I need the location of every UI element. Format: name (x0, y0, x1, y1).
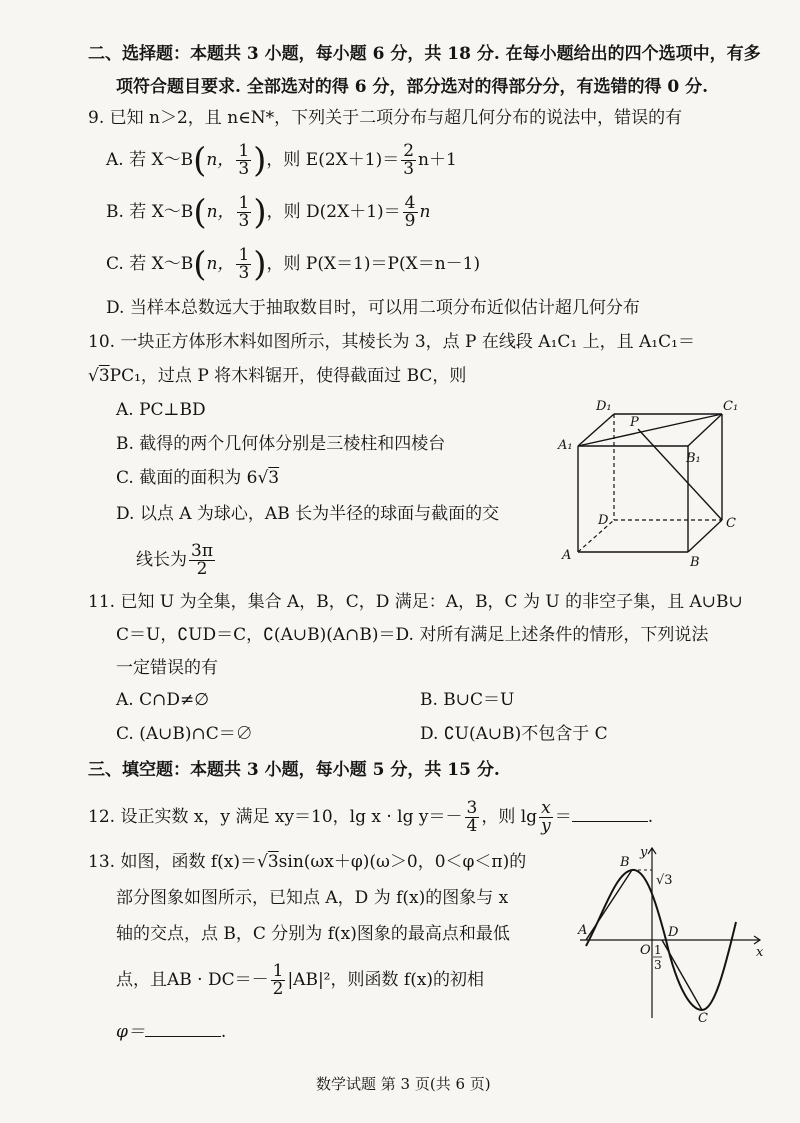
q9-a-frac2 (401, 143, 416, 178)
q9-option-b (106, 192, 430, 232)
q12-line (88, 797, 653, 837)
q13-line3: 轴的交点，点 B，C 分别为 f(x)图象的最高点和最低 (116, 924, 510, 944)
segment-p-c (638, 429, 722, 520)
q13-line2: 部分图象如图所示，已知点 A，D 为 f(x)的图象与 x (116, 888, 509, 908)
label-a: A (562, 548, 572, 563)
q10-line1: 10. 一块正方体形木料如图所示，其棱长为 3，点 P 在线段 A₁C₁ 上，且 A₁C₁＝ (88, 332, 695, 352)
paren-left: ( (193, 192, 207, 233)
sqrt-radicand: 3 (268, 468, 280, 488)
q10-line2-text: PC₁，过点 P 将木料锯开，使得截面过 BC，则 (109, 366, 467, 386)
frac-num: x (539, 800, 553, 818)
sine-graph-figure (574, 842, 770, 1022)
frac-num: 1 (238, 193, 250, 213)
hidden-edge-a-d (578, 520, 614, 552)
q9-b-n: n， (206, 202, 235, 222)
q10-option-a: A. PC⊥BD (116, 400, 206, 420)
q12-answer-blank[interactable] (572, 803, 648, 822)
label-b: B (620, 855, 630, 870)
q12-period: . (647, 807, 654, 827)
frac-den: 3 (238, 159, 250, 179)
q13-line4 (116, 960, 484, 1000)
label-p: P (630, 415, 639, 430)
edge-b-c (688, 520, 722, 552)
q13-line4-post: |AB|²，则函数 f(x)的初相 (287, 970, 485, 990)
q12-frac1 (465, 800, 480, 835)
q11-option-d: D. ∁U(A∪B)不包含于 C (420, 724, 608, 744)
q9-b-frac2 (403, 195, 418, 230)
frac-den: 3 (238, 211, 250, 231)
q12-mid: ，则 lg (481, 807, 538, 827)
q10-line2: √3PC₁，过点 P 将木料锯开，使得截面过 BC，则 (88, 366, 467, 386)
label-y: y (640, 845, 648, 860)
q10-d2-text: 线长为 (136, 550, 187, 570)
frac-num: 1 (238, 141, 250, 161)
q13-line1-post: sin(ωx＋φ)(ω＞0，0＜φ＜π)的 (278, 852, 527, 872)
q12-equals: ＝ (554, 807, 572, 827)
q9-c-n: n， (206, 254, 235, 274)
frac-den: 3 (403, 159, 415, 179)
q12-prefix: 12. 设正实数 x，y 满足 xy＝10，lg x · lg y＝－ (88, 807, 463, 827)
q9-b-mid: ，则 D(2X＋1)＝ (266, 202, 401, 222)
label-d: D (598, 513, 609, 528)
q10-option-c: C. 截面的面积为 6√3 (116, 468, 280, 488)
q10-c-text: C. 截面的面积为 6 (116, 468, 258, 488)
frac-num: 2 (403, 141, 415, 161)
q9-stem: 9. 已知 n＞2，且 n∈N*，下列关于二项分布与超几何分布的说法中，错误的有 (88, 108, 683, 128)
edge-a1-d1 (578, 414, 614, 446)
label-b1: B₁ (686, 451, 701, 466)
q13-phi: φ＝ (116, 1022, 145, 1042)
sqrt-radicand: 3 (267, 852, 279, 872)
q13-line5 (116, 1018, 226, 1044)
edge-b1-c1 (688, 414, 722, 446)
label-x: x (756, 945, 764, 960)
label-c: C (698, 1011, 708, 1022)
q10-option-b: B. 截得的两个几何体分别是三棱柱和四棱台 (116, 434, 446, 454)
frac-den: 2 (196, 559, 208, 579)
frac-num: 4 (404, 193, 416, 213)
label-sqrt3: √3 (656, 873, 673, 888)
section2-line1: 二、选择题：本题共 3 小题，每小题 6 分，共 18 分. 在每小题给出的四个选项中，有多 (88, 44, 761, 64)
q13-answer-blank[interactable] (145, 1018, 221, 1037)
q9-option-c (106, 244, 480, 284)
q9-b-prefix: B. 若 X～B (106, 202, 194, 222)
frac-num: 3 (466, 798, 478, 818)
q9-a-mid: ，则 E(2X＋1)＝ (266, 150, 400, 170)
q13-period: . (220, 1022, 227, 1042)
frac-den: 2 (272, 979, 284, 999)
q9-option-a (106, 140, 457, 180)
q12-frac2 (539, 800, 553, 835)
label-b: B (690, 555, 700, 570)
q13-line1-pre: 13. 如图，函数 f(x)＝ (88, 852, 257, 872)
q9-b-frac (237, 195, 252, 230)
label-third-den: 3 (654, 958, 662, 972)
cube-figure (556, 394, 746, 570)
paren-right: ) (253, 192, 267, 233)
q10-option-d-line1: D. 以点 A 为球心，AB 长为半径的球面与截面的交 (116, 504, 500, 524)
q9-a-frac (236, 143, 251, 178)
label-c1: C₁ (723, 399, 739, 414)
label-a: A (578, 923, 588, 938)
frac-num: 1 (238, 245, 250, 265)
frac-den: 3 (238, 263, 250, 283)
q11-option-c: C. (A∪B)∩C＝∅ (116, 724, 253, 744)
q9-c-mid: ，则 P(X＝1)＝P(X＝n－1) (266, 254, 481, 274)
label-third-num: 1 (654, 943, 662, 957)
paren-right: ) (253, 244, 267, 285)
q13-line1: 13. 如图，函数 f(x)＝√3sin(ωx＋φ)(ω＞0，0＜φ＜π)的 (88, 852, 527, 872)
q9-a-tail: n＋1 (418, 150, 457, 170)
q11-line3: 一定错误的有 (116, 658, 218, 678)
label-a1: A₁ (558, 438, 573, 453)
q9-option-d: D. 当样本总数远大于抽取数目时，可以用二项分布近似估计超几何分布 (106, 298, 640, 318)
frac-den: 4 (466, 816, 478, 836)
sqrt-radicand: 3 (98, 366, 110, 386)
vector-ab (586, 870, 632, 940)
q9-c-prefix: C. 若 X～B (106, 254, 194, 274)
vector-dc (662, 940, 702, 1010)
q13-frac (271, 963, 286, 998)
paren-left: ( (193, 140, 207, 181)
q11-option-a: A. C∩D≠∅ (116, 690, 210, 710)
label-c: C (726, 516, 736, 531)
frac-den: 9 (404, 211, 416, 231)
label-d: D (668, 925, 679, 940)
section2-line2: 项符合题目要求. 全部选对的得 6 分，部分选对的得部分分，有选错的得 0 分. (116, 77, 709, 97)
frac-num: 3π (191, 541, 213, 561)
q9-a-n: n， (206, 150, 235, 170)
label-d1: D₁ (596, 399, 612, 414)
frac-num: 1 (272, 961, 284, 981)
q10-option-d-line2 (136, 540, 217, 580)
q9-c-frac (236, 247, 251, 282)
label-o: O (640, 943, 651, 958)
q9-b-tail: n (419, 202, 431, 222)
frac-den: y (541, 816, 551, 836)
paren-right: ) (253, 140, 267, 181)
paren-left: ( (193, 244, 207, 285)
q9-a-prefix: A. 若 X～B (106, 150, 194, 170)
q10-d2-frac (189, 543, 215, 578)
q11-line2: C＝U，∁UD＝C，∁(A∪B)(A∩B)＝D. 对所有满足上述条件的情形，下列说法 (116, 625, 709, 645)
section3-header: 三、填空题：本题共 3 小题，每小题 5 分，共 15 分. (88, 760, 500, 780)
q11-option-b: B. B∪C＝U (420, 690, 515, 710)
page-footer: 数学试题 第 3 页(共 6 页) (316, 1075, 491, 1093)
q11-line1: 11. 已知 U 为全集，集合 A，B，C，D 满足：A，B，C 为 U 的非空子集，且 A∪B∪ (88, 592, 743, 612)
q13-line4-pre: 点，且AB · DC＝－ (116, 970, 269, 990)
